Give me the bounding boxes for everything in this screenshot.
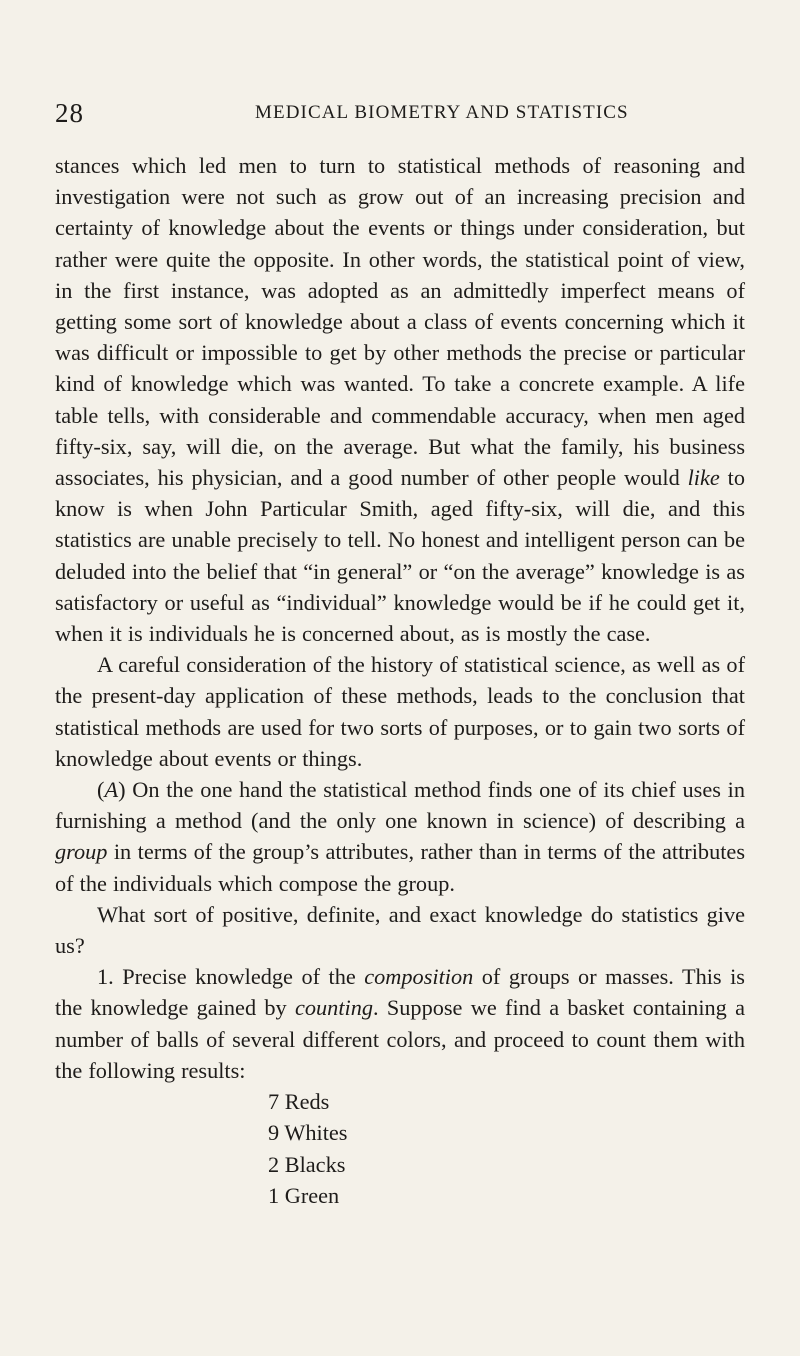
paragraph-continued [55,150,745,649]
page-body [55,150,745,1211]
count-item: 2 Blacks [268,1151,346,1177]
para5-emphasis-counting: counting [294,995,374,1021]
para3-letter: A [104,777,119,803]
para1-text-a: stances which led men to turn to statistical methods of reasoning and investigation were not such as grow out of an increasing precision and certainty of knowledge about the events or things under consideration, but rather were quite the opposite. In other words, the statistical point of view, in the first instance, was adopted as an admittedly imperfect means of getting some sort of knowledge about a class of events concerning which it was difficult or impossible to get by other methods the precise or particular kind of knowledge which was wanted. To take a concrete example. A life table tells, with considerable and commendable accuracy, when men aged fifty-six, say, will die, on the average. But what the family, his business associates, his physician, and a good number of other people would [55,153,745,491]
para1-text-b: to know is when John Particular Smith, aged fifty-six, will die, and this statistics are unable precisely to tell. No honest and intelligent person can be deluded into the belief that “in general” or “on the average” knowledge is as satisfactory or useful as “individual” knowledge would be if he could get it, when it is individuals he is concerned about, as is mostly the case. [55,465,746,647]
para1-emphasis: like [687,465,720,491]
page-number: 28 [55,98,84,128]
para5-text-b: of groups or masses. This is the knowledge gained by [55,964,745,1021]
paragraph-history: A careful consideration of the history of statistical science, as well as of the present-day application of these methods, leads to the conclusion that statistical methods are used for two sorts of purposes, or to gain two sorts of knowledge about events or things. [55,652,745,771]
para3-text-a: On the one hand the statistical method finds one of its chief uses in furnishing a method (and the only one known in science) of describing a [55,777,745,834]
paragraph-question: What sort of positive, definite, and exact knowledge do statistics give us? [55,901,745,959]
paragraph-composition [55,961,745,1086]
running-title: MEDICAL BIOMETRY AND STATISTICS [255,102,629,123]
para3-paren-open: ( [97,777,105,803]
para3-text-b: in terms of the group’s attributes, rather than in terms of the attributes of the individuals which compose the group. [55,839,745,896]
para5-text-c: . Suppose we find a basket containing a number of balls of several different colors, and proceed to count them with the following results: [55,995,745,1083]
count-item: 1 Green [268,1182,340,1208]
count-item: 7 Reds [268,1089,330,1115]
para5-emphasis-composition: composition [364,964,474,990]
para3-emphasis: group [55,839,108,865]
para5-text-a: 1. Precise knowledge of the [97,964,365,990]
page-header [55,98,800,132]
para3-paren-close: ) [118,777,126,803]
count-item: 9 Whites [268,1120,348,1146]
ball-count-list [55,1086,745,1211]
paragraph-purpose-a [55,774,745,899]
